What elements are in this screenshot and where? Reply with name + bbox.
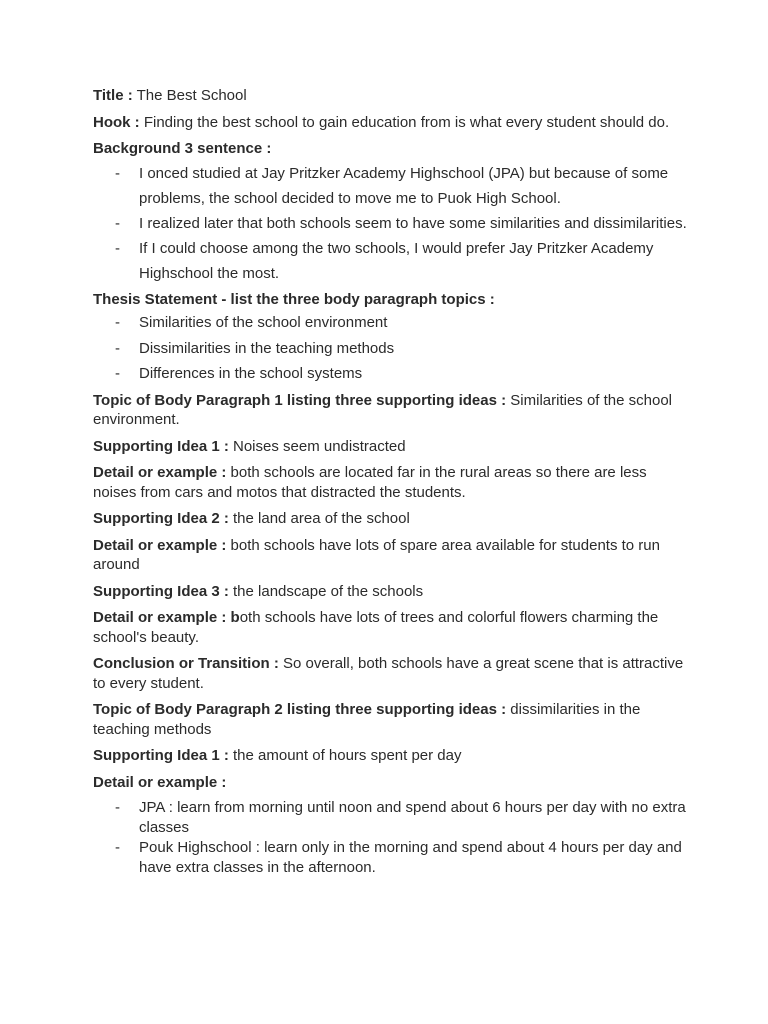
body1-detail1-label: Detail or example : (93, 464, 227, 481)
list-item: - Pouk Highschool : learn only in the morning and spend about 4 hours per day and have extra classes in the afternoon. (93, 838, 693, 878)
body1-idea3-label: Supporting Idea 3 : (93, 582, 229, 600)
background-list (93, 161, 693, 286)
hook-line (93, 113, 693, 133)
body1-detail3 (93, 608, 693, 647)
body1-detail2-text: both schools have lots of spare area available for students to run around (93, 536, 660, 573)
body1-conclusion-text: So overall, both schools have a great scene that is attractive to every student. (93, 655, 684, 692)
body1-idea3-text: the landscape of the schools (228, 582, 424, 600)
list-item: - Dissimilarities in the teaching methods (93, 336, 693, 362)
body1-topic-label: Topic of Body Paragraph 1 listing three supporting ideas : (93, 391, 507, 409)
body1-idea3 (93, 582, 693, 602)
list-item: - Differences in the school systems (93, 361, 693, 387)
body1-detail1-text: both schools are located far in the rural areas so there are less noises from cars and motos that distracted the students. (93, 464, 647, 501)
document-page (93, 86, 693, 882)
body1-idea2 (93, 509, 693, 529)
body2-detail1-heading (93, 773, 693, 793)
body1-detail1 (93, 463, 693, 502)
body1-conclusion-label: Conclusion or Transition : (93, 655, 279, 672)
body1-conclusion (93, 654, 693, 693)
body1-topic (93, 391, 693, 430)
body2-detail1-label: Detail or example : (93, 773, 227, 791)
body2-detail1-list (93, 798, 693, 878)
list-item: - Similarities of the school environment (93, 310, 693, 336)
hook-text: Finding the best school to gain education from is what every student should do. (139, 113, 670, 131)
body1-idea2-text: the land area of the school (228, 510, 410, 527)
list-item: - I onced studied at Jay Pritzker Academy Highschool (JPA) but because of some problems, the school decided to move me to Puok High School. (93, 161, 693, 211)
background-heading (93, 139, 693, 159)
body2-idea1-text: the amount of hours spent per day (228, 747, 462, 764)
body1-topic-text: Similarities of the school environment. (93, 391, 673, 428)
body2-topic (93, 700, 693, 739)
title-label: Title : (93, 87, 133, 104)
title-line (93, 86, 693, 106)
body1-detail3-text: oth schools have lots of trees and colorful flowers charming the school's beauty. (93, 609, 659, 646)
body2-idea1 (93, 746, 693, 766)
list-item: - If I could choose among the two schools, I would prefer Jay Pritzker Academy Highschool the most. (93, 236, 693, 286)
body1-detail2-label: Detail or example : (93, 536, 227, 554)
thesis-list (93, 310, 693, 387)
body1-detail2 (93, 536, 693, 575)
body1-idea1-label: Supporting Idea 1 : (93, 437, 229, 455)
list-item: - JPA : learn from morning until noon and spend about 6 hours per day with no extra classes (93, 798, 693, 838)
body1-idea1 (93, 437, 693, 457)
list-item: - I realized later that both schools seem to have some similarities and dissimilarities. (93, 211, 693, 236)
body1-idea1-text: Noises seem undistracted (228, 437, 406, 455)
body2-topic-text: dissimilarities in the teaching methods (93, 701, 641, 738)
body1-detail3-label: Detail or example : b (93, 609, 240, 626)
body2-topic-label: Topic of Body Paragraph 2 listing three supporting ideas : (93, 701, 507, 718)
hook-label: Hook : (93, 113, 140, 131)
body1-idea2-label: Supporting Idea 2 : (93, 510, 229, 527)
background-label: Background 3 sentence : (93, 140, 272, 157)
title-text: The Best School (132, 87, 247, 104)
thesis-heading (93, 290, 693, 310)
thesis-label: Thesis Statement - list the three body paragraph topics : (93, 290, 495, 308)
body2-idea1-label: Supporting Idea 1 : (93, 747, 229, 764)
